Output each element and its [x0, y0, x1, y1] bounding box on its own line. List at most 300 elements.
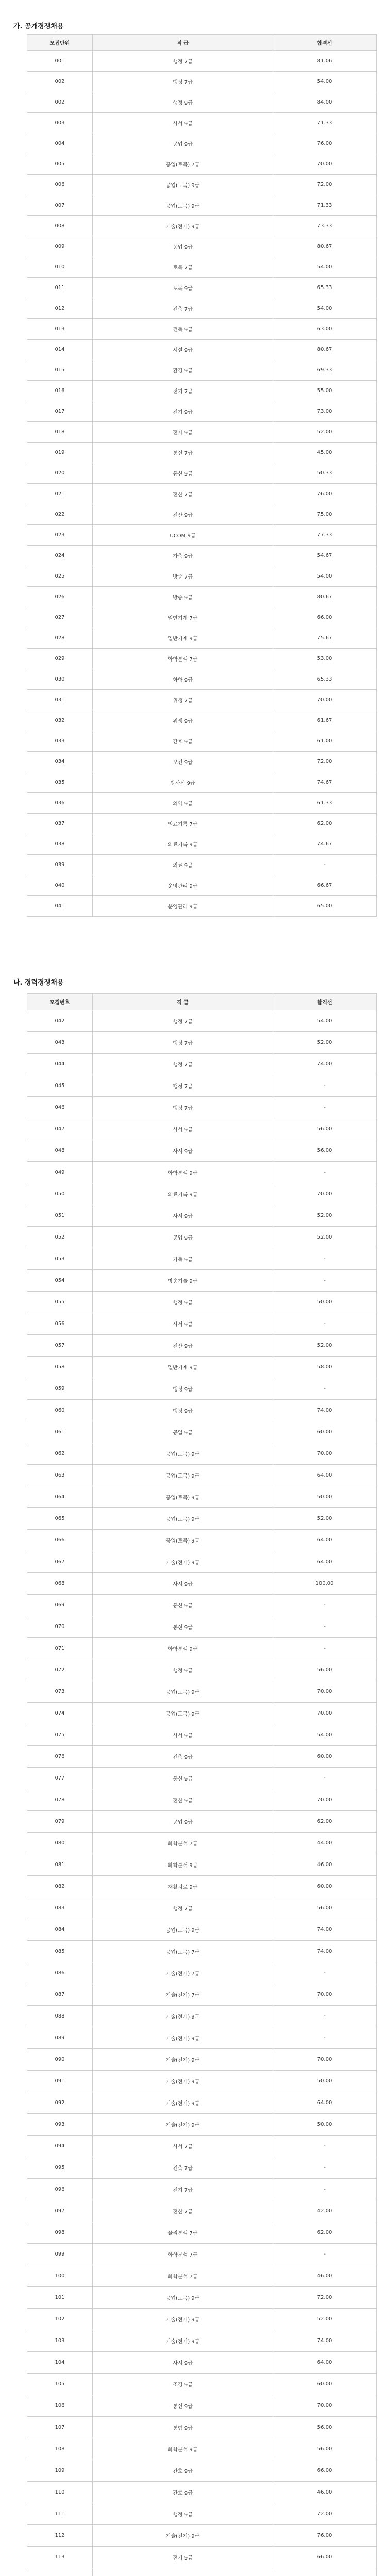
cell-cutoff: 64.00 [273, 1551, 377, 1573]
table-row [27, 1530, 377, 1551]
cell-number: 013 [27, 319, 93, 340]
cell-cutoff: 72.00 [273, 2503, 377, 2525]
cell-number: 104 [27, 2352, 93, 2374]
cell-grade: 공업(토목) 9급 [93, 1508, 273, 1530]
cell-grade: 행정 9급 [93, 1400, 273, 1421]
cell-grade: 공업(토목) 9급 [93, 1530, 273, 1551]
cell-number: 097 [27, 2200, 93, 2222]
cell-number: 045 [27, 1075, 93, 1097]
cell-grade: UCOM 9급 [93, 525, 273, 546]
cell-number: 086 [27, 1962, 93, 1984]
cell-cutoff: 75.00 [273, 504, 377, 525]
cell-cutoff: 55.00 [273, 381, 377, 401]
table-row [27, 2438, 377, 2460]
cell-cutoff: 53.00 [273, 649, 377, 669]
cell-grade: 사서 9급 [93, 2352, 273, 2374]
cell-cutoff: - [273, 2027, 377, 2049]
column-header-unit: 모집단위 [27, 35, 93, 51]
cell-number: 109 [27, 2460, 93, 2482]
cell-cutoff: 74.67 [273, 772, 377, 793]
cell-cutoff: - [273, 1378, 377, 1400]
cell-grade: 가축 9급 [93, 1248, 273, 1270]
open-competition-table [27, 34, 377, 917]
table-row [27, 92, 377, 113]
cell-cutoff: 61.67 [273, 710, 377, 731]
cell-cutoff: - [273, 1616, 377, 1638]
table-row [27, 2179, 377, 2200]
cell-cutoff: 56.00 [273, 1659, 377, 1681]
table-row [27, 1789, 377, 1811]
cell-number: 093 [27, 2114, 93, 2136]
cell-number: 058 [27, 1357, 93, 1378]
cell-cutoff: 46.00 [273, 2482, 377, 2503]
cell-number: 092 [27, 2092, 93, 2114]
cell-cutoff: 52.00 [273, 1227, 377, 1248]
cell-grade: 의약 9급 [93, 793, 273, 814]
cell-number: 046 [27, 1097, 93, 1118]
cell-grade: 간호 9급 [93, 731, 273, 752]
cell-grade: 물리분석 7급 [93, 2222, 273, 2244]
table-row [27, 855, 377, 875]
table-row [27, 1833, 377, 1854]
cell-grade: 기술(전기) 9급 [93, 216, 273, 236]
table-row [27, 2374, 377, 2395]
cell-number: 052 [27, 1227, 93, 1248]
cell-number: 091 [27, 2071, 93, 2092]
cell-number: 015 [27, 360, 93, 381]
cell-number: 103 [27, 2330, 93, 2352]
table-row [27, 175, 377, 195]
cell-grade: 건축 9급 [93, 1746, 273, 1768]
cell-grade: 건축 7급 [93, 2157, 273, 2179]
cell-number: 066 [27, 1530, 93, 1551]
section-title-open-competition: 가. 공개경쟁채용 [13, 23, 64, 30]
cell-cutoff: 62.00 [273, 2222, 377, 2244]
table-row [27, 113, 377, 133]
table-row [27, 1897, 377, 1919]
cell-grade: 방송 7급 [93, 566, 273, 587]
table-row [27, 2309, 377, 2330]
cell-number: 095 [27, 2157, 93, 2179]
cell-cutoff: - [273, 1595, 377, 1616]
cell-cutoff: 73.33 [273, 216, 377, 236]
cell-cutoff: 54.67 [273, 546, 377, 566]
table-row [27, 2395, 377, 2417]
cell-grade: 기술(전기) 9급 [93, 2114, 273, 2136]
cell-grade: 공업(토목) 9급 [93, 1681, 273, 1703]
table-row [27, 2568, 377, 2576]
cell-grade: 사서 9급 [93, 1573, 273, 1595]
cell-number: 057 [27, 1335, 93, 1357]
cell-grade: 화학분석 9급 [93, 1638, 273, 1659]
cell-cutoff: 65.33 [273, 669, 377, 690]
cell-grade: 공업 9급 [93, 1227, 273, 1248]
cell-number: 090 [27, 2049, 93, 2071]
cell-number: 064 [27, 1486, 93, 1508]
table-row [27, 2114, 377, 2136]
table-row [27, 566, 377, 587]
cell-cutoff: 80.67 [273, 587, 377, 607]
table-row [27, 195, 377, 216]
cell-number: 020 [27, 463, 93, 484]
cell-cutoff: 72.00 [273, 752, 377, 772]
cell-cutoff: 56.00 [273, 1140, 377, 1162]
cell-number: 079 [27, 1811, 93, 1833]
cell-grade: 행정 7급 [93, 1097, 273, 1118]
cell-cutoff: 46.00 [273, 2265, 377, 2287]
cell-cutoff: 65.33 [273, 278, 377, 298]
table-row [27, 2222, 377, 2244]
cell-grade: 전기 9급 [93, 401, 273, 422]
cell-grade: 재활치료 9급 [93, 1876, 273, 1897]
cell-grade: 건축 9급 [93, 319, 273, 340]
table-row [27, 257, 377, 278]
cell-number: 025 [27, 566, 93, 587]
cell-number: 089 [27, 2027, 93, 2049]
cell-grade: 전산 9급 [93, 1789, 273, 1811]
table-row [27, 814, 377, 834]
cell-number: 033 [27, 731, 93, 752]
cell-cutoff: - [273, 2179, 377, 2200]
table-row [27, 2482, 377, 2503]
cell-cutoff: 74.00 [273, 1919, 377, 1941]
table-row [27, 1941, 377, 1962]
table-row [27, 381, 377, 401]
table-row [27, 2330, 377, 2352]
table-row [27, 669, 377, 690]
cell-cutoff: 54.00 [273, 257, 377, 278]
cell-grade: 기술(전기) 9급 [93, 2027, 273, 2049]
cell-cutoff: 60.00 [273, 2374, 377, 2395]
table-row [27, 1984, 377, 2006]
cell-grade: 간호 9급 [93, 2460, 273, 2482]
cell-grade: 공업(토목) 7급 [93, 1941, 273, 1962]
cell-number: 074 [27, 1703, 93, 1724]
cell-grade: 행정 9급 [93, 1378, 273, 1400]
cell-grade: 행정 9급 [93, 92, 273, 113]
table-row [27, 1010, 377, 1032]
cell-grade: 공업(토목) 9급 [93, 1443, 273, 1465]
table-row [27, 525, 377, 546]
cell-number: 028 [27, 628, 93, 649]
table-row [27, 1032, 377, 1054]
cell-number: 024 [27, 546, 93, 566]
cell-cutoff: 54.00 [273, 1010, 377, 1032]
cell-number: 037 [27, 814, 93, 834]
cell-cutoff: - [273, 1313, 377, 1335]
table-row [27, 133, 377, 154]
cell-number: 099 [27, 2244, 93, 2265]
cell-grade: 전산 9급 [93, 1335, 273, 1357]
table-row [27, 1357, 377, 1378]
cell-number: 107 [27, 2417, 93, 2438]
table-row [27, 1486, 377, 1508]
cell-cutoff: 63.00 [273, 319, 377, 340]
cell-cutoff: 70.00 [273, 1443, 377, 1465]
cell-grade: 행정 9급 [93, 1292, 273, 1313]
table-row [27, 1746, 377, 1768]
cell-grade: 사서 9급 [93, 1205, 273, 1227]
cell-cutoff: 74.00 [273, 1941, 377, 1962]
table-row [27, 1724, 377, 1746]
table-row [27, 772, 377, 793]
cell-grade: 사서 7급 [93, 2136, 273, 2157]
cell-grade: 일반기계 7급 [93, 607, 273, 628]
cell-grade: 행정 7급 [93, 1010, 273, 1032]
table-row [27, 1054, 377, 1075]
cell-number: 004 [27, 133, 93, 154]
table-row [27, 2200, 377, 2222]
cell-grade: 화학분석 7급 [93, 2265, 273, 2287]
cell-grade [93, 2568, 273, 2576]
cell-grade: 사서 9급 [93, 1118, 273, 1140]
cell-number: 082 [27, 1876, 93, 1897]
cell-cutoff: - [273, 1270, 377, 1292]
table-row [27, 587, 377, 607]
table-row [27, 2092, 377, 2114]
cell-cutoff: 64.00 [273, 2352, 377, 2374]
table-row [27, 896, 377, 917]
cell-grade: 화학분석 9급 [93, 1162, 273, 1183]
table-row [27, 2287, 377, 2309]
cell-grade: 화학분석 7급 [93, 1833, 273, 1854]
table-row [27, 1962, 377, 1984]
table-row [27, 2417, 377, 2438]
cell-number: 016 [27, 381, 93, 401]
table-row [27, 1400, 377, 1421]
cell-cutoff: 100.00 [273, 1573, 377, 1595]
table-row [27, 216, 377, 236]
cell-number: 050 [27, 1183, 93, 1205]
column-header-number: 모집번호 [27, 994, 93, 1010]
cell-grade: 전기 7급 [93, 2179, 273, 2200]
cell-number: 007 [27, 195, 93, 216]
table-row [27, 463, 377, 484]
cell-cutoff: 56.00 [273, 1118, 377, 1140]
cell-number: 065 [27, 1508, 93, 1530]
cell-number: 072 [27, 1659, 93, 1681]
table-row [27, 2071, 377, 2092]
cell-number: 027 [27, 607, 93, 628]
cell-number: 001 [27, 51, 93, 72]
cell-grade: 기술(전기) 9급 [93, 2309, 273, 2330]
cell-grade: 공업(토목) 7급 [93, 154, 273, 175]
cell-number: 038 [27, 834, 93, 855]
cell-grade: 기술(전기) 7급 [93, 1962, 273, 1984]
table-row [27, 1292, 377, 1313]
table-row [27, 2049, 377, 2071]
cell-number: 041 [27, 896, 93, 917]
cell-grade: 기술(전기) 9급 [93, 2525, 273, 2547]
table-row [27, 1378, 377, 1400]
cell-cutoff: - [273, 2136, 377, 2157]
cell-grade: 기술(전기) 9급 [93, 2330, 273, 2352]
table-row [27, 298, 377, 319]
cell-grade: 운영관리 9급 [93, 875, 273, 896]
cell-number: 096 [27, 2179, 93, 2200]
cell-cutoff: - [273, 1075, 377, 1097]
table-row [27, 1227, 377, 1248]
cell-grade: 사서 9급 [93, 1140, 273, 1162]
cell-grade: 일반기계 9급 [93, 628, 273, 649]
cell-cutoff: - [273, 1162, 377, 1183]
cell-number: 068 [27, 1573, 93, 1595]
cell-cutoff: 52.00 [273, 1032, 377, 1054]
table-row [27, 1335, 377, 1357]
cell-cutoff: 80.67 [273, 340, 377, 360]
cell-number: 008 [27, 216, 93, 236]
cell-grade: 공업(토목) 9급 [93, 195, 273, 216]
cell-grade: 화학분석 9급 [93, 2438, 273, 2460]
cell-grade: 기술(전기) 9급 [93, 2071, 273, 2092]
table-row [27, 731, 377, 752]
cell-cutoff: 61.33 [273, 793, 377, 814]
cell-cutoff: 80.67 [273, 236, 377, 257]
cell-number: 083 [27, 1897, 93, 1919]
column-header-grade: 직 급 [93, 35, 273, 51]
table-row [27, 1681, 377, 1703]
cell-number: 022 [27, 504, 93, 525]
cell-cutoff: - [273, 1962, 377, 1984]
cell-cutoff: 45.00 [273, 443, 377, 463]
cell-number: 070 [27, 1616, 93, 1638]
table-row [27, 2136, 377, 2157]
cell-grade: 공업(토목) 9급 [93, 1703, 273, 1724]
table-row [27, 793, 377, 814]
cell-grade: 공업 9급 [93, 133, 273, 154]
cell-number: 054 [27, 1270, 93, 1292]
cell-grade: 통신 7급 [93, 443, 273, 463]
cell-grade: 통신 9급 [93, 1768, 273, 1789]
cell-grade: 일반기계 9급 [93, 1357, 273, 1378]
cell-number: 055 [27, 1292, 93, 1313]
table-row [27, 1703, 377, 1724]
cell-grade: 방사선 9급 [93, 772, 273, 793]
cell-cutoff: 54.00 [273, 298, 377, 319]
cell-cutoff: 52.00 [273, 1508, 377, 1530]
cell-cutoff: 52.00 [273, 1205, 377, 1227]
cell-number: 102 [27, 2309, 93, 2330]
cell-number: 011 [27, 278, 93, 298]
cell-cutoff: 62.00 [273, 814, 377, 834]
table-row [27, 1075, 377, 1097]
cell-grade: 사서 9급 [93, 1313, 273, 1335]
cell-cutoff: - [273, 2157, 377, 2179]
cell-number: 044 [27, 1054, 93, 1075]
table-row [27, 1638, 377, 1659]
cell-number: 061 [27, 1421, 93, 1443]
table-row [27, 360, 377, 381]
cell-cutoff: 54.00 [273, 566, 377, 587]
cell-cutoff: 66.00 [273, 607, 377, 628]
table-row [27, 2547, 377, 2568]
cell-cutoff: - [273, 2006, 377, 2027]
cell-grade: 토목 7급 [93, 257, 273, 278]
cell-cutoff: 70.00 [273, 1984, 377, 2006]
table-row [27, 1248, 377, 1270]
cell-number: 076 [27, 1746, 93, 1768]
cell-cutoff: 56.00 [273, 2417, 377, 2438]
table-row [27, 752, 377, 772]
table-row [27, 484, 377, 504]
cell-grade: 전산 7급 [93, 2200, 273, 2222]
cell-cutoff: 64.00 [273, 2092, 377, 2114]
cell-number: 101 [27, 2287, 93, 2309]
cell-number: 002 [27, 92, 93, 113]
table-row [27, 1659, 377, 1681]
cell-number: 021 [27, 484, 93, 504]
cell-number: 113 [27, 2547, 93, 2568]
cell-cutoff: 50.00 [273, 2114, 377, 2136]
table-row [27, 1811, 377, 1833]
cell-grade: 위생 9급 [93, 710, 273, 731]
cell-cutoff: 70.00 [273, 1681, 377, 1703]
cell-cutoff: 71.33 [273, 195, 377, 216]
cell-grade: 기술(전기) 9급 [93, 2049, 273, 2071]
table-row [27, 401, 377, 422]
cell-number: 111 [27, 2503, 93, 2525]
cell-cutoff: 70.00 [273, 2049, 377, 2071]
cell-number: 105 [27, 2374, 93, 2395]
table-row [27, 2027, 377, 2049]
cell-number: 088 [27, 2006, 93, 2027]
cell-grade: 건축 7급 [93, 298, 273, 319]
cell-cutoff: - [273, 1097, 377, 1118]
table-row [27, 1616, 377, 1638]
cell-number: 075 [27, 1724, 93, 1746]
table-row [27, 834, 377, 855]
cell-grade: 화학 9급 [93, 669, 273, 690]
cell-cutoff: - [273, 1768, 377, 1789]
cell-cutoff: 50.33 [273, 463, 377, 484]
cell-grade: 전산 7급 [93, 484, 273, 504]
cell-cutoff: 77.33 [273, 525, 377, 546]
cell-cutoff: 50.00 [273, 2071, 377, 2092]
cell-number: 094 [27, 2136, 93, 2157]
cell-number: 110 [27, 2482, 93, 2503]
cell-number: 067 [27, 1551, 93, 1573]
cell-grade: 행정 7급 [93, 1054, 273, 1075]
cell-grade: 사서 9급 [93, 113, 273, 133]
cell-number: 014 [27, 340, 93, 360]
cell-cutoff: - [273, 2244, 377, 2265]
cell-cutoff: 44.00 [273, 1833, 377, 1854]
table-row [27, 154, 377, 175]
cell-grade: 토목 9급 [93, 278, 273, 298]
cell-number: 080 [27, 1833, 93, 1854]
cell-number: 043 [27, 1032, 93, 1054]
cell-cutoff: 65.00 [273, 896, 377, 917]
cell-cutoff: 70.00 [273, 154, 377, 175]
cell-cutoff: 42.00 [273, 2200, 377, 2222]
cell-grade: 행정 7급 [93, 1897, 273, 1919]
cell-grade: 의료기록 9급 [93, 1183, 273, 1205]
cell-grade: 통신 9급 [93, 463, 273, 484]
cell-number: 085 [27, 1941, 93, 1962]
cell-grade: 공업(토목) 9급 [93, 175, 273, 195]
cell-number: 009 [27, 236, 93, 257]
table-row [27, 1876, 377, 1897]
cell-grade: 통신 9급 [93, 1616, 273, 1638]
cell-cutoff: 52.00 [273, 2309, 377, 2330]
cell-grade: 전산 9급 [93, 504, 273, 525]
table-row [27, 1573, 377, 1595]
cell-number [27, 2568, 93, 2576]
cell-grade: 조경 9급 [93, 2374, 273, 2395]
cell-cutoff: 69.33 [273, 360, 377, 381]
table-row [27, 236, 377, 257]
cell-cutoff: 70.00 [273, 2395, 377, 2417]
